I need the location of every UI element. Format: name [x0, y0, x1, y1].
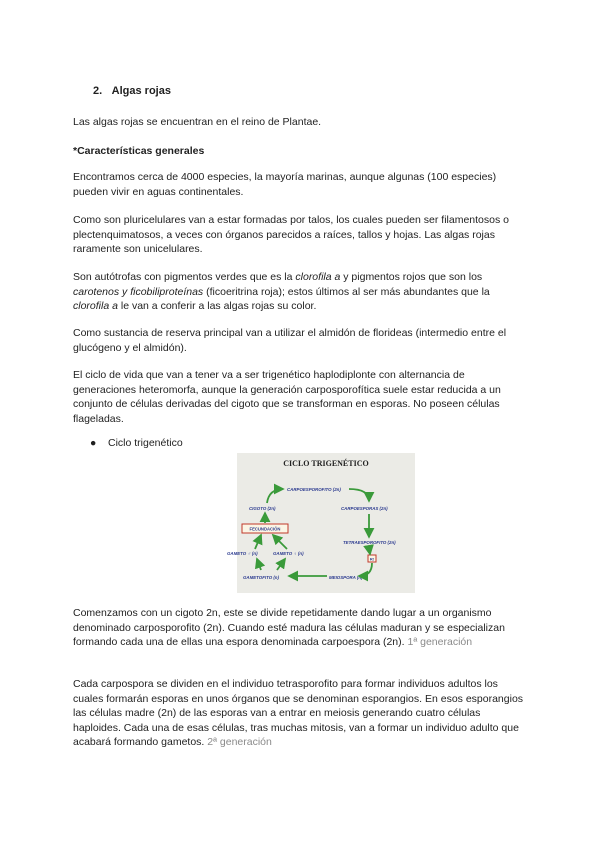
term-phycobiliproteins: ficobiliproteínas — [130, 285, 204, 298]
text-fragment: le van a conferir a las algas rojas su color. — [117, 300, 317, 313]
label-r: R! — [369, 556, 375, 562]
generation-note: 2ª generación — [207, 736, 272, 749]
arrow-gameto-f-fecundacion — [273, 535, 287, 549]
section-heading — [93, 85, 171, 97]
label-tetrasporofito: TETRAESPOROFITO (2n) — [343, 540, 396, 545]
paragraph-pigments — [73, 270, 528, 314]
text-fragment: Cada carpospora se dividen en el individuo tetrasporofito para formar individuos adultos los cuales formarán esporas en unos órganos que se denominan esporangios. En esos esporangios las células madre (2n) de las esporas van a entrar en meiosis generando cuatro células haploides. Cada una de esas células, tras muchas mitosis, van a formar un individuo adulto que acabará formando gametos. — [73, 678, 524, 749]
section-number: 2. — [93, 85, 103, 97]
section-title: Algas rojas — [111, 85, 171, 97]
subheading: *Características generales — [73, 145, 205, 157]
label-gameto-m: GAMETO ♂ (n) — [227, 551, 258, 556]
label-carpoesporas: CARPOESPORAS (2n) — [341, 506, 388, 511]
label-cigoto: CIGOTO (2n) — [249, 506, 276, 511]
arrow-carposporofito-carpoesporas — [349, 489, 369, 501]
diagram-svg — [227, 453, 415, 593]
text-fragment: (ficoeritrina roja); estos últimos al ser más abundantes que la — [203, 285, 490, 298]
label-gametofito: GAMETOFITO (n) — [243, 575, 279, 580]
paragraph-structure: Como son pluricelulares van a estar formadas por talos, los cuales pueden ser filamentosos o plectenquimatosos, a veces con órganos parecidos a raíces, tallos y hojas. Las algas rojas raramente son unicelulares. — [73, 214, 509, 256]
label-carposporofito: CARPOESPOROFITO (2n) — [287, 487, 341, 492]
text-fragment: Son autótrofas con pigmentos verdes que es la — [73, 271, 296, 283]
term-carotenes: carotenos — [73, 285, 120, 298]
text-fragment: Comenzamos con un cigoto 2n, este se divide repetidamente dando lugar a un organismo denominado carposporofito (2n). Cuando esté madura las células maduran y se especializan formando cada una de ellas una espora denominada carpoespora (2n). — [73, 607, 505, 649]
term-chlorophyll: clorofila a — [295, 271, 341, 283]
arrow-gametofito-gameto-f — [277, 559, 285, 570]
bullet-dot: ● — [90, 437, 97, 449]
label-meiospora: MEIOSPORA (n) — [329, 575, 363, 580]
generation-note: 1ª generación — [407, 636, 473, 649]
label-fecundacion: FECUNDACIÓN — [249, 526, 281, 532]
text-fragment: y pigmentos rojos que son los — [340, 271, 483, 283]
text-fragment: y — [119, 285, 131, 298]
arrow-gametofito-gameto-m — [257, 559, 261, 570]
arrow-tetrasporofito-meiosis — [369, 548, 370, 554]
intro-paragraph: Las algas rojas se encuentran en el reino de Plantae. — [73, 116, 322, 128]
bullet-label: Ciclo trigenético — [108, 437, 183, 449]
diagram-title: CICLO TRIGENÉTICO — [283, 459, 369, 468]
paragraph-reserve: Como sustancia de reserva principal van a utilizar el almidón de florideas (intermedio entre el glucógeno y el almidón). — [73, 327, 507, 354]
paragraph-life-cycle: El ciclo de vida que van a tener va a ser trigenético haplodiplonte con alternancia de generaciones heteromorfa, aunque la generación carposporofítica suele estar reducida a un conjunto de células derivadas del cigoto que se transforman en esporas. No poseen células flageladas. — [73, 369, 501, 425]
arrow-gameto-m-fecundacion — [255, 535, 261, 549]
label-gameto-f: GAMETO ♀ (n) — [273, 551, 304, 556]
paragraph-first-generation — [73, 606, 528, 650]
paragraph-species: Encontramos cerca de 4000 especies, la mayoría marinas, aunque algunas (100 especies) pueden vivir en aguas continentales. — [73, 171, 497, 198]
paragraph-second-generation — [73, 677, 528, 750]
bullet-item — [90, 437, 183, 449]
life-cycle-diagram — [227, 453, 415, 593]
term-chlorophyll: clorofila a — [73, 300, 118, 313]
arrow-cigoto-carposporofito — [267, 489, 283, 503]
